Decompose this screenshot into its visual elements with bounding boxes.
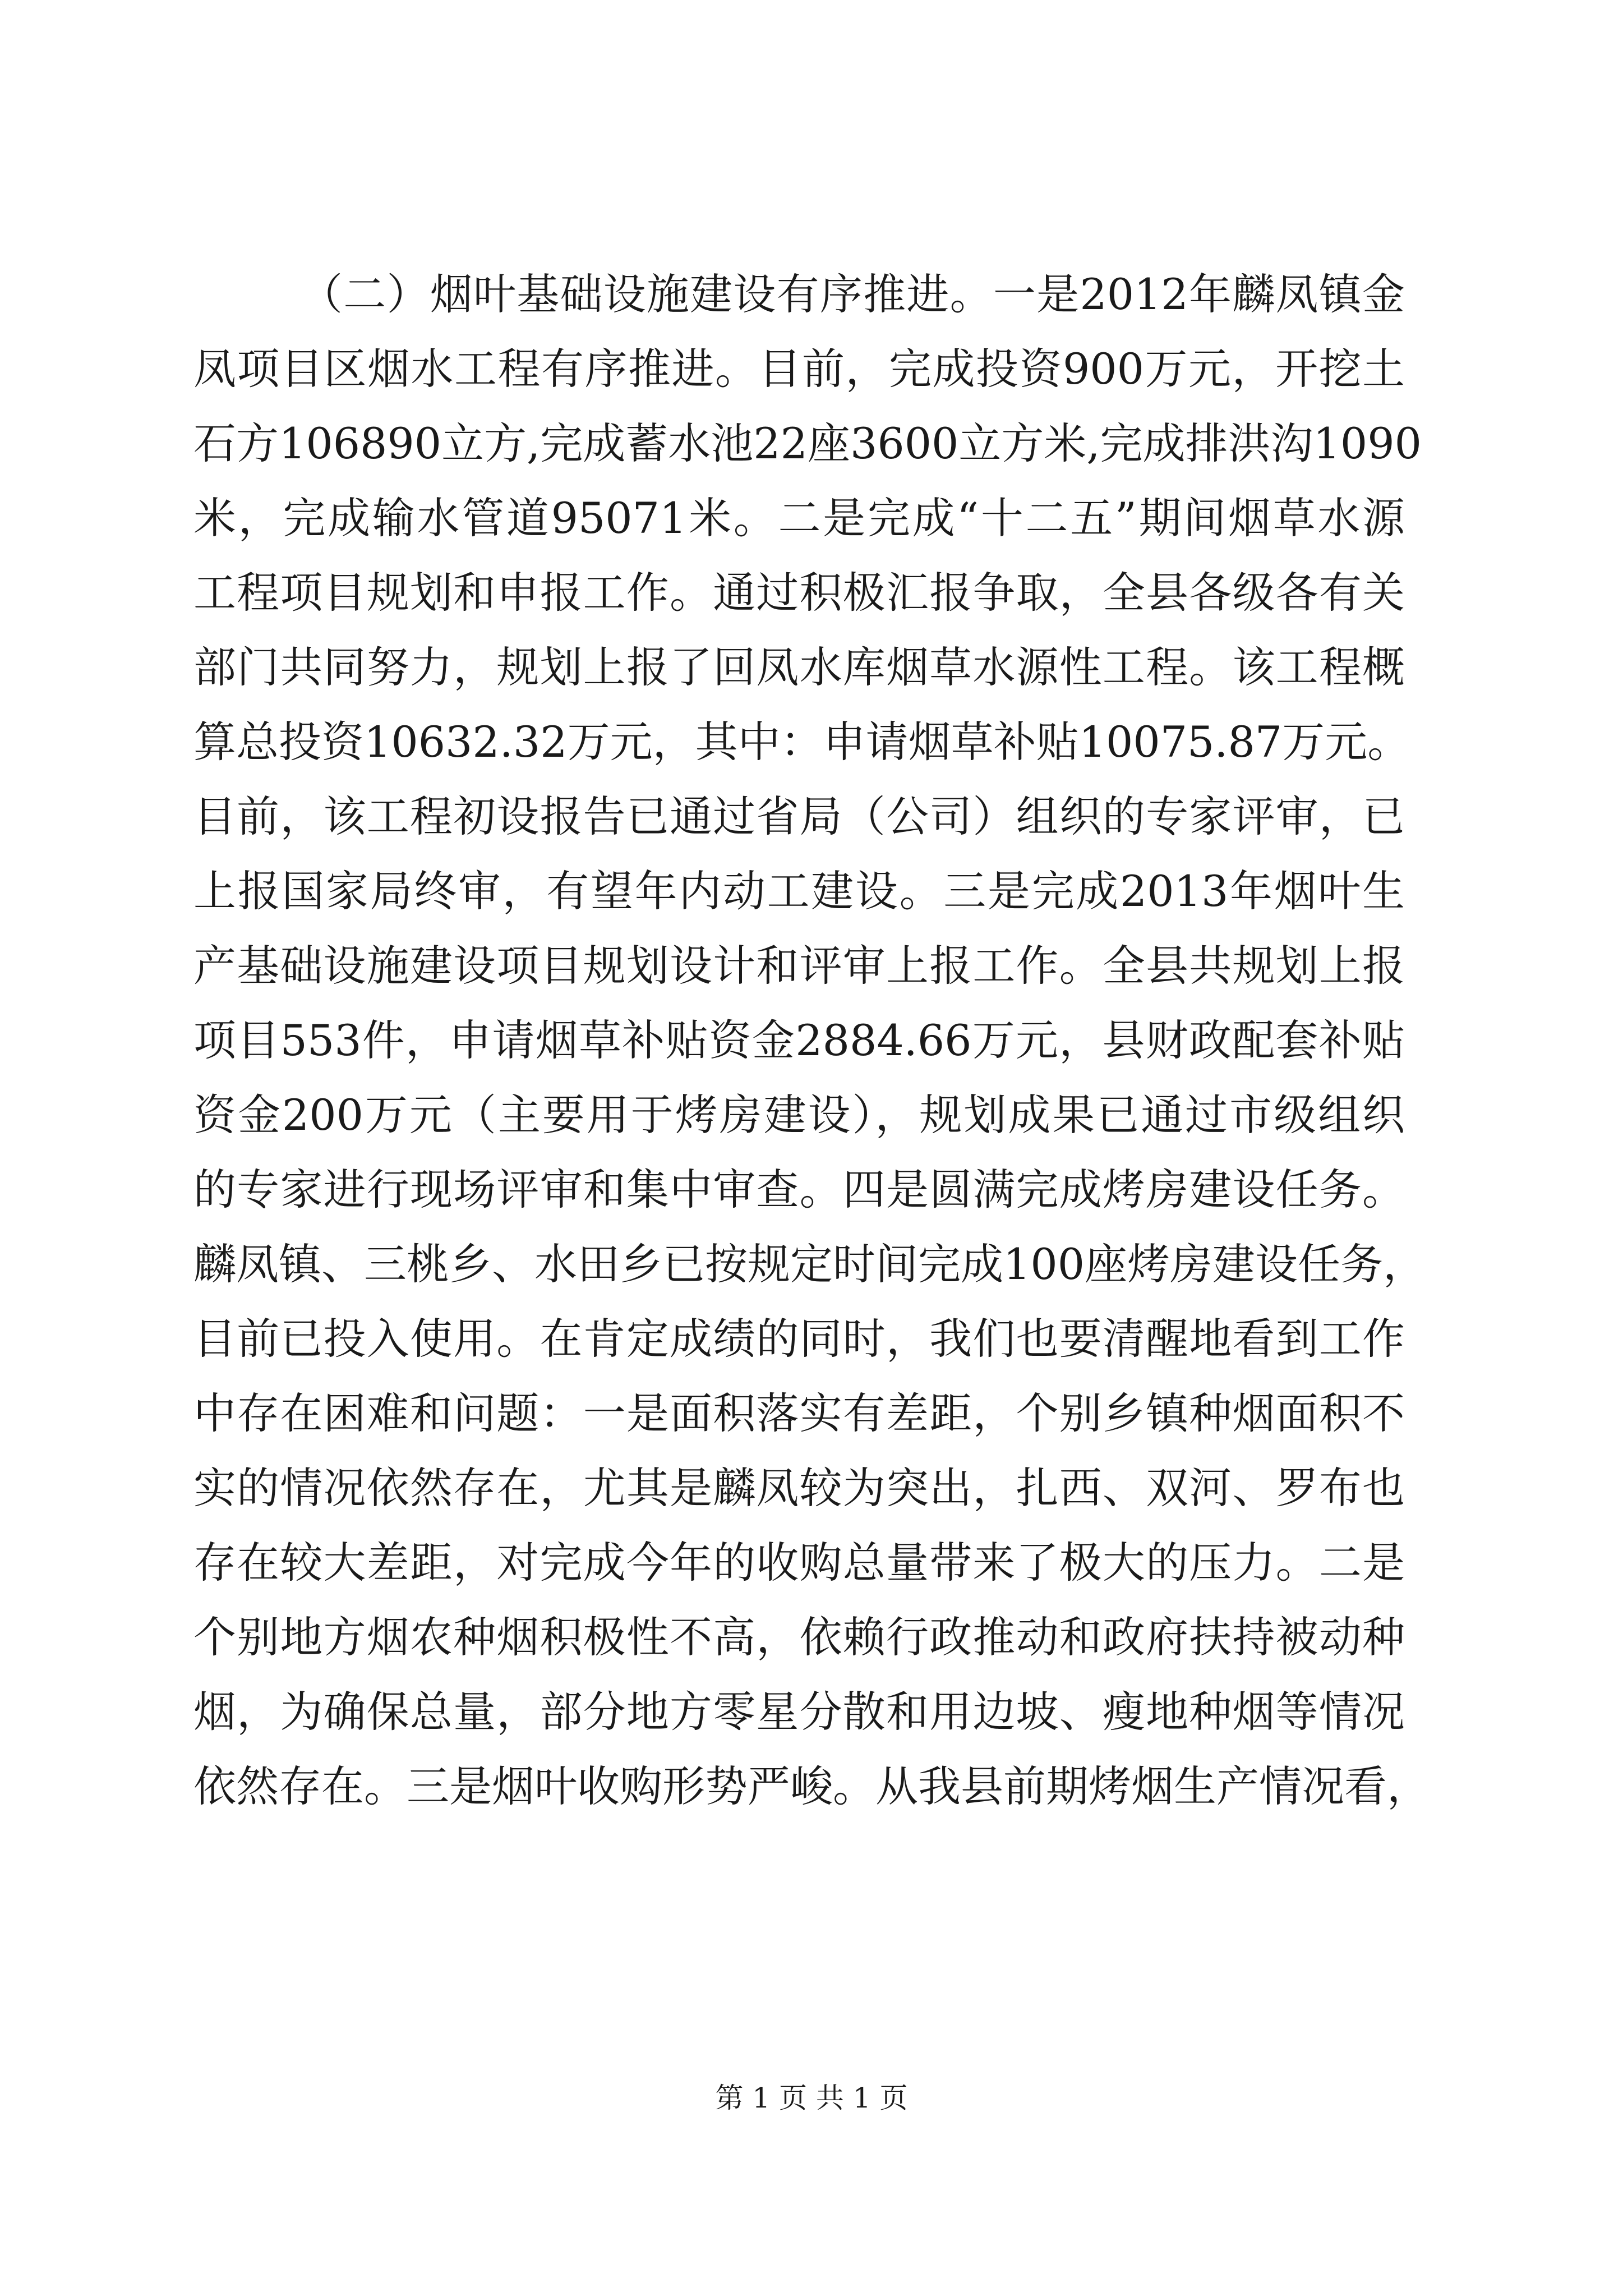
text-line: 依然存在。三是烟叶收购形势严峻。从我县前期烤烟生产情况看，: [193, 1761, 1430, 1811]
page-number-label: 第 1 页 共 1 页: [715, 2082, 908, 2114]
text-line: 产基础设施建设项目规划设计和评审上报工作。全县共规划上报: [193, 941, 1405, 991]
text-line: 工程项目规划和申报工作。通过积极汇报争取，全县各级各有关: [193, 568, 1405, 618]
text-line: 存在较大差距，对完成今年的收购总量带来了极大的压力。二是: [193, 1538, 1405, 1588]
text-line: （二）烟叶基础设施建设有序推进。一是2012年麟凤镇金: [300, 269, 1405, 319]
page-footer: [0, 2076, 1623, 2116]
text-line: 部门共同努力，规划上报了回凤水库烟草水源性工程。该工程概: [193, 642, 1405, 692]
text-line: 烟，为确保总量，部分地方零星分散和用边坡、瘦地种烟等情况: [193, 1687, 1405, 1737]
text-line: 资金200万元（主要用于烤房建设），规划成果已通过市级组织: [193, 1090, 1405, 1140]
text-line: 算总投资10632.32万元，其中：申请烟草补贴10075.87万元。: [193, 717, 1410, 767]
text-line: 实的情况依然存在，尤其是麟凤较为突出，扎西、双河、罗布也: [193, 1463, 1405, 1513]
text-line: 上报国家局终审，有望年内动工建设。三是完成2013年烟叶生: [193, 866, 1405, 916]
text-line: 个别地方烟农种烟积极性不高，依赖行政推动和政府扶持被动种: [193, 1612, 1405, 1662]
text-line: 米，完成输水管道95071米。二是完成“十二五”期间烟草水源: [193, 493, 1405, 543]
text-line: 目前已投入使用。在肯定成绩的同时，我们也要清醒地看到工作: [193, 1314, 1405, 1364]
text-line: 项目553件，申请烟草补贴资金2884.66万元，县财政配套补贴: [193, 1015, 1405, 1065]
text-line: 麟凤镇、三桃乡、水田乡已按规定时间完成100座烤房建设任务，: [193, 1239, 1426, 1289]
text-line: 中存在困难和问题：一是面积落实有差距，个别乡镇种烟面积不: [193, 1388, 1405, 1438]
text-line: 凤项目区烟水工程有序推进。目前，完成投资900万元，开挖土: [193, 344, 1405, 394]
text-line: 的专家进行现场评审和集中审查。四是圆满完成烤房建设任务。: [193, 1165, 1405, 1214]
text-line: 石方106890立方,完成蓄水池22座3600立方米,完成排洪沟1090: [193, 418, 1422, 468]
text-line: 目前，该工程初设报告已通过省局（公司）组织的专家评审，已: [193, 792, 1405, 841]
